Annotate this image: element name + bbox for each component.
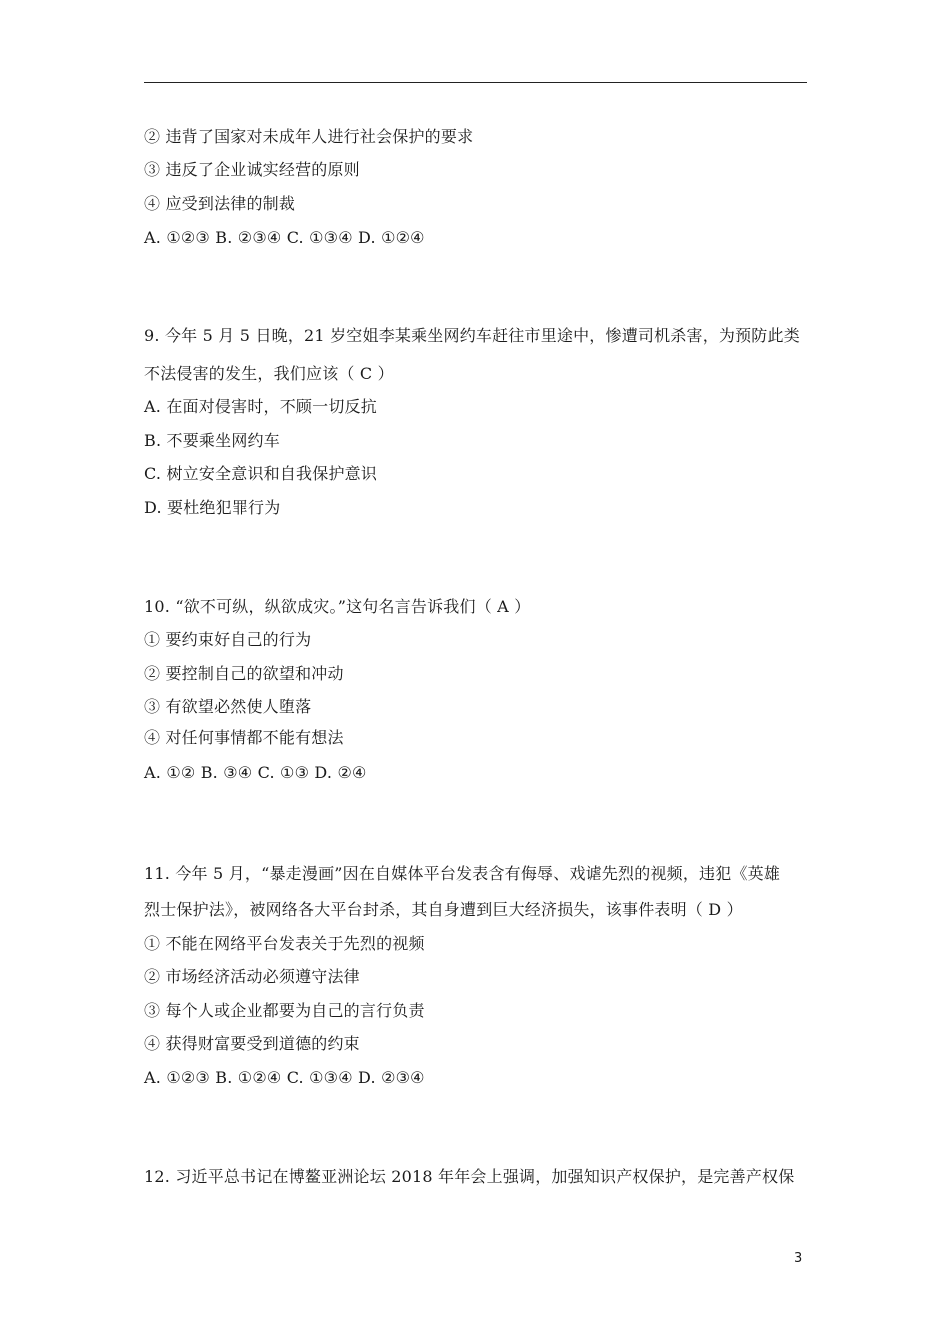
question-11-option-3: ③ 每个人或企业都要为自己的言行负责 <box>144 1001 425 1020</box>
question-10-option-3: ③ 有欲望必然使人堕落 <box>144 697 312 716</box>
question-10-option-4: ④ 对任何事情都不能有想法 <box>144 728 344 747</box>
answer-choices-q8: A. ①②③ B. ②③④ C. ①③④ D. ①②④ <box>144 228 425 247</box>
option-2-line: ② 违背了国家对未成年人进行社会保护的要求 <box>144 127 474 146</box>
question-10-option-2: ② 要控制自己的欲望和冲动 <box>144 664 344 683</box>
page-number: 3 <box>794 1251 803 1266</box>
question-11-option-1: ① 不能在网络平台发表关于先烈的视频 <box>144 934 425 953</box>
question-9-choice-c: C. 树立安全意识和自我保护意识 <box>144 464 378 483</box>
question-9-choice-b: B. 不要乘坐网约车 <box>144 431 280 450</box>
question-9-line-1: 9. 今年 5 月 5 日晚，21 岁空姐李某乘坐网约车赶往市里途中，惨遭司机杀害，为预防此类 <box>144 326 800 345</box>
answer-choices-q11: A. ①②③ B. ①②④ C. ①③④ D. ②③④ <box>144 1068 425 1087</box>
option-3-line: ③ 违反了企业诚实经营的原则 <box>144 160 360 179</box>
question-11-line-1: 11. 今年 5 月，“暴走漫画”因在自媒体平台发表含有侮辱、戏谑先烈的视频，违犯《英雄 <box>144 864 781 883</box>
option-4-line: ④ 应受到法律的制裁 <box>144 194 296 213</box>
question-12-line-1: 12. 习近平总书记在博鳌亚洲论坛 2018 年年会上强调，加强知识产权保护，是完善产权保 <box>144 1167 795 1186</box>
question-9-line-2: 不法侵害的发生，我们应该（ C ） <box>144 364 394 383</box>
header-rule <box>144 82 807 83</box>
question-11-line-2: 烈士保护法》，被网络各大平台封杀，其自身遭到巨大经济损失，该事件表明（ D ） <box>144 900 743 919</box>
question-9-choice-d: D. 要杜绝犯罪行为 <box>144 498 281 517</box>
answer-choices-q10: A. ①② B. ③④ C. ①③ D. ②④ <box>144 763 367 782</box>
question-11-option-2: ② 市场经济活动必须遵守法律 <box>144 967 360 986</box>
question-9-choice-a: A. 在面对侵害时，不顾一切反抗 <box>144 397 377 416</box>
question-10-option-1: ① 要约束好自己的行为 <box>144 630 312 649</box>
question-10-line-1: 10. “欲不可纵，纵欲成灾。”这句名言告诉我们（ A ） <box>144 597 531 616</box>
question-11-option-4: ④ 获得财富要受到道德的约束 <box>144 1034 360 1053</box>
